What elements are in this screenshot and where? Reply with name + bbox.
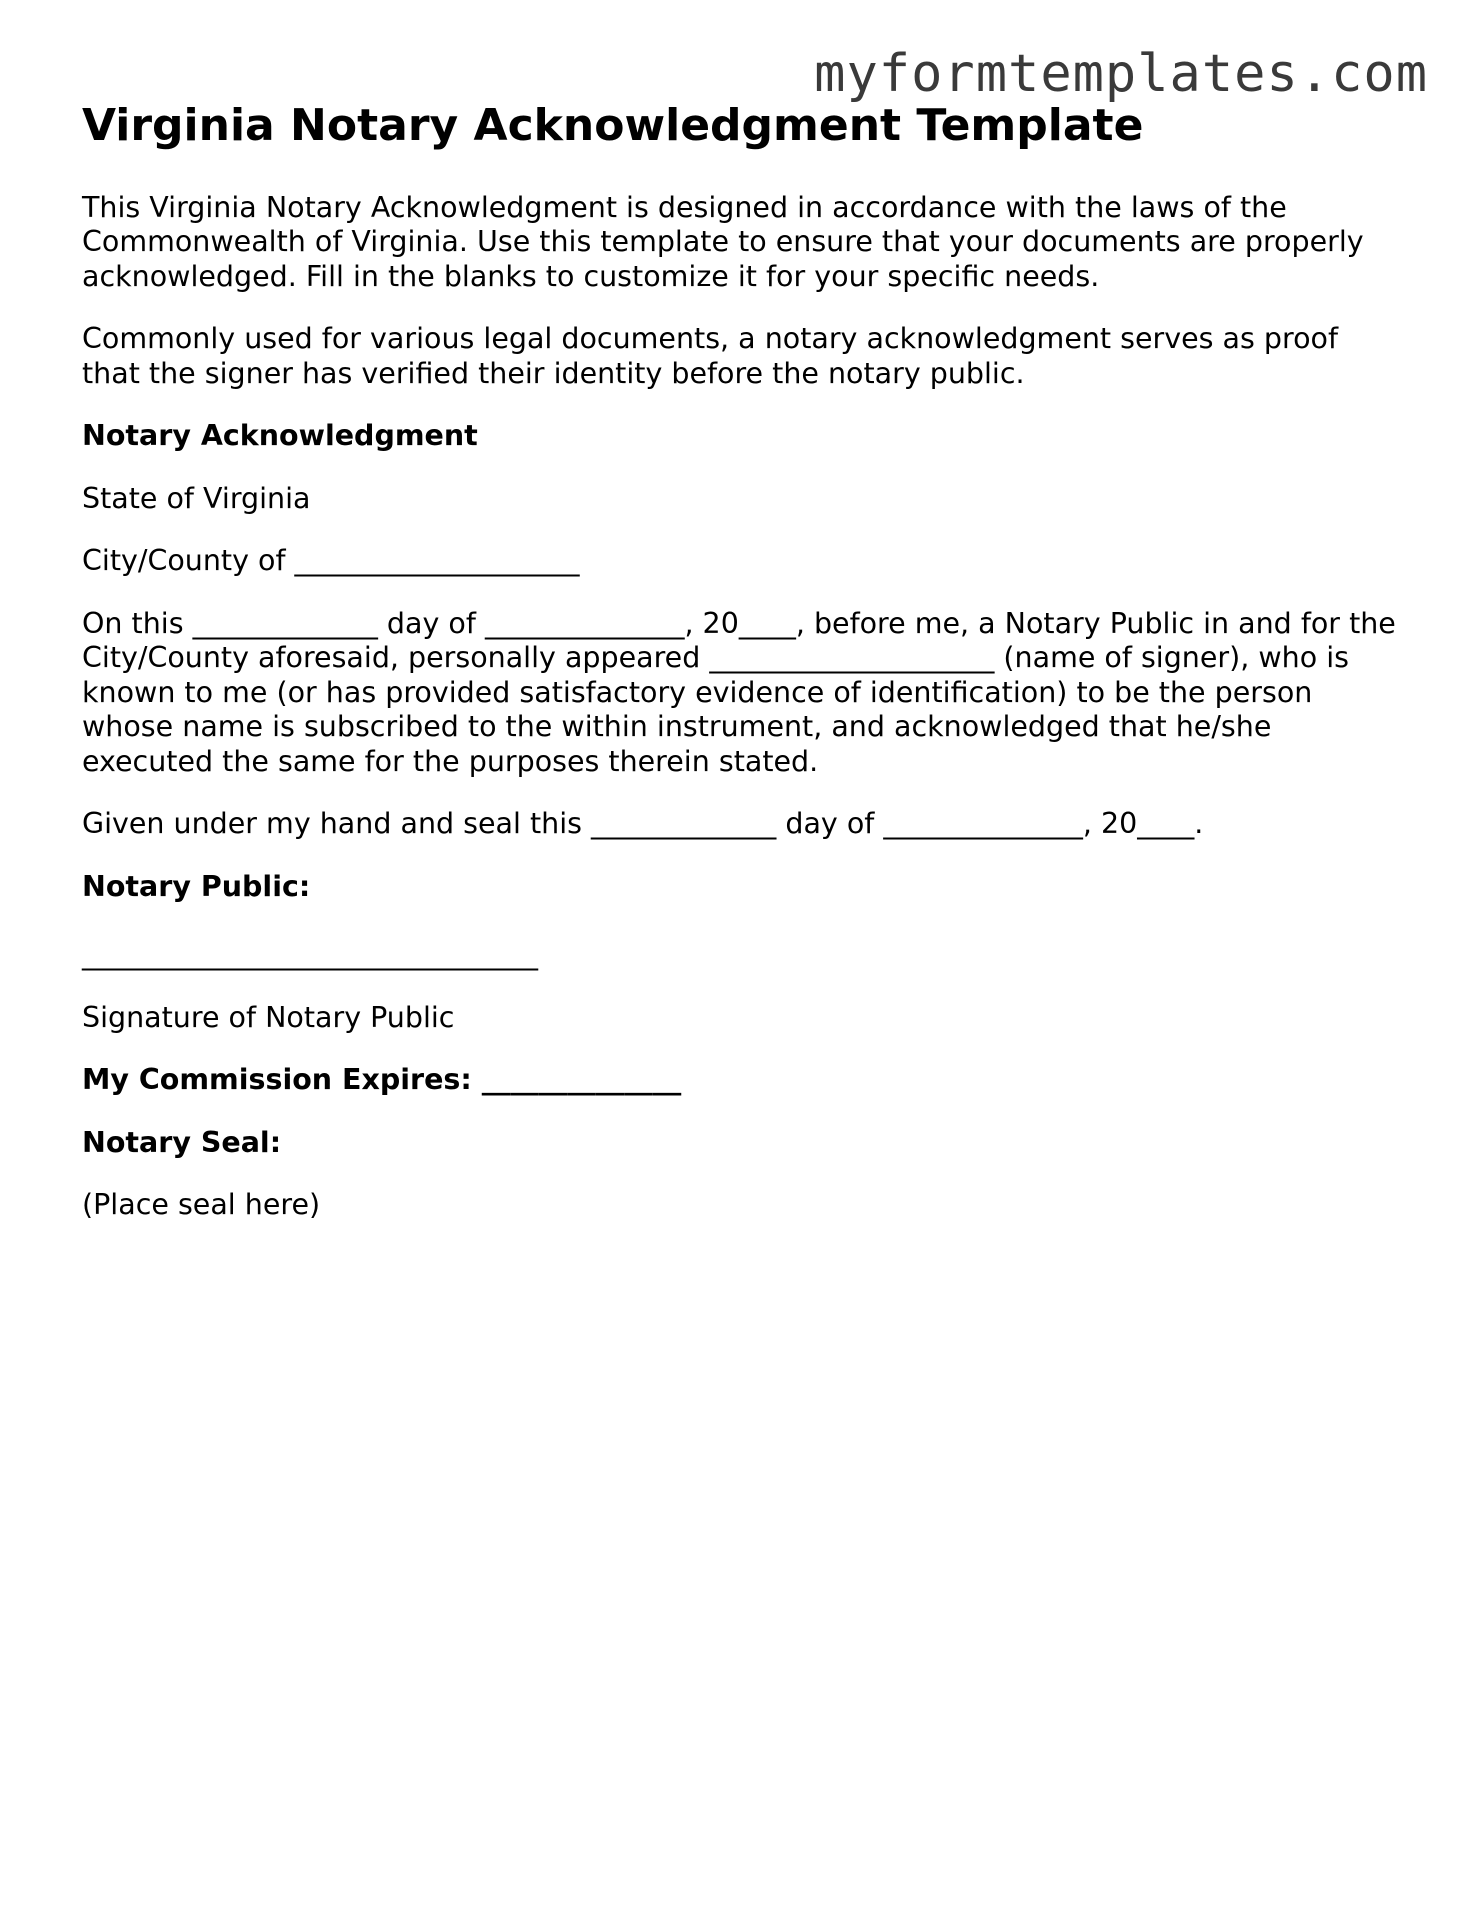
usage-paragraph: Commonly used for various legal documents, a notary acknowledgment serves as proof that the signer has verified their identity before the notary public. — [82, 322, 1339, 390]
commission-line: My Commission Expires: ______________ — [82, 1063, 682, 1097]
city-county-line: City/County of ____________________ — [82, 544, 580, 578]
signature-caption: Signature of Notary Public — [82, 1000, 455, 1034]
signature-blank: ________________________________ — [82, 938, 538, 972]
section-heading: Notary Acknowledgment — [82, 419, 478, 453]
given-line: Given under my hand and seal this _____________ day of ______________, 20____. — [82, 807, 1204, 841]
seal-label: Notary Seal: — [82, 1125, 282, 1159]
page-title: Virginia Notary Acknowledgment Template — [82, 100, 1144, 151]
watermark: myformtemplates.com — [814, 44, 1428, 104]
notary-public-label: Notary Public: — [82, 869, 311, 903]
document-page — [82, 100, 1402, 1251]
acknowledgment-paragraph: On this _____________ day of ______________, 20____, before me, a Notary Public in and for the City/County aforesaid, personally appeared ____________________ (name of signer), who is known to me (or has provided satisfactory evidence of identification) to be the person whose name is subscribed to the within instrument, and acknowledged that he/she executed the same for the purposes therein stated. — [82, 606, 1396, 778]
state-line: State of Virginia — [82, 481, 311, 515]
seal-placeholder: (Place seal here) — [82, 1188, 321, 1222]
intro-paragraph: This Virginia Notary Acknowledgment is designed in accordance with the laws of the Commonwealth of Virginia. Use this template to ensure that your documents are properly acknowledged. Fill in the blanks to customize it for your specific needs. — [82, 190, 1364, 293]
